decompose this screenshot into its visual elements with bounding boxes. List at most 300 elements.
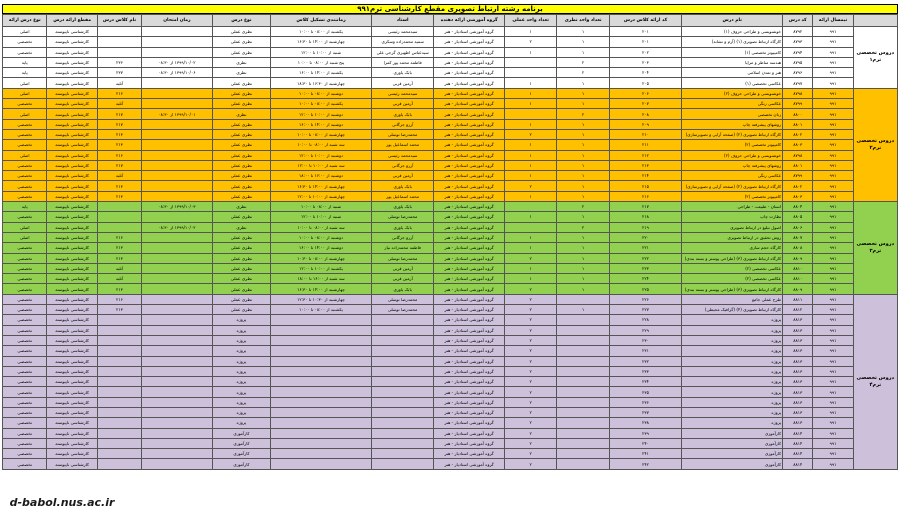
- table-row: [3, 212, 898, 222]
- table-cell: ۹۹۱: [813, 171, 853, 181]
- table-cell: گروه آموزشی استادیار - هنر: [434, 109, 505, 119]
- table-cell: کارشناسی ناپیوسته: [47, 438, 97, 448]
- table-cell: کارشناسی ناپیوسته: [47, 119, 97, 129]
- table-cell: محمدرضا توسلی: [371, 212, 433, 222]
- table-cell: ۹۹۱: [813, 356, 853, 366]
- table-cell: چهارشنبه از ۱۴:۰۰ تا ۱۶:۳۰: [271, 37, 372, 47]
- table-cell: ۲۲۰: [609, 232, 682, 242]
- table-cell: کارشناسی ناپیوسته: [47, 47, 97, 57]
- table-cell: تخصصی: [3, 366, 47, 376]
- table-cell: گروه آموزشی استادیار - هنر: [434, 37, 505, 47]
- table-cell: آتلیه: [97, 171, 141, 181]
- table-cell: ۲۰۳: [609, 57, 682, 67]
- table-row: [3, 222, 898, 232]
- table-row: [3, 27, 898, 37]
- table-cell: ۸۷۹۸: [783, 150, 813, 160]
- table-cell: ۲: [504, 397, 556, 407]
- table-cell: ۹۹۱: [813, 294, 853, 304]
- table-cell: ۲: [504, 449, 556, 459]
- table-cell: تخصصی: [3, 129, 47, 139]
- table-cell: گروه آموزشی استادیار - هنر: [434, 99, 505, 109]
- table-header-row: [3, 15, 898, 27]
- table-cell: [97, 449, 141, 459]
- table-cell: [271, 438, 372, 448]
- table-cell: ۲۲۲: [609, 253, 682, 263]
- table-cell: آرمین قربی: [371, 274, 433, 284]
- table-cell: آتلیه: [97, 99, 141, 109]
- table-row: [3, 377, 898, 387]
- table-cell: [557, 346, 609, 356]
- table-cell: [142, 346, 213, 356]
- table-cell: پروژه: [212, 325, 270, 335]
- table-cell: [142, 305, 213, 315]
- table-cell: ۹۹۱: [813, 57, 853, 67]
- table-cell: ۲۳۱: [609, 346, 682, 356]
- table-cell: [271, 377, 372, 387]
- table-cell: پایه: [3, 57, 47, 67]
- table-cell: ۲: [504, 387, 556, 397]
- table-cell: [142, 397, 213, 407]
- table-cell: [97, 397, 141, 407]
- table-cell: ۱: [557, 78, 609, 88]
- table-cell: [97, 335, 141, 345]
- group-label: دروس تخصصی ترم۴: [853, 294, 897, 469]
- table-cell: یکشنبه از ۱۰:۰۰ تا ۱۲:۰۰: [271, 263, 372, 273]
- table-cell: پروژه: [212, 315, 270, 325]
- table-cell: ۱: [557, 27, 609, 37]
- table-cell: ۹۹۱: [813, 27, 853, 37]
- table-cell: نظری عملی: [212, 274, 270, 284]
- table-cell: [142, 232, 213, 242]
- table-cell: نظری عملی: [212, 78, 270, 88]
- table-cell: ۱: [504, 150, 556, 160]
- table-cell: [271, 449, 372, 459]
- table-cell: پنج شنبه از ۰۸:۰۰ تا ۱۰:۰۰: [271, 57, 372, 67]
- table-cell: ۲۱۰: [609, 129, 682, 139]
- table-cell: تخصصی: [3, 212, 47, 222]
- table-cell: [271, 387, 372, 397]
- table-cell: نظری عملی: [212, 212, 270, 222]
- table-cell: عکاسی تخصصی (۲): [682, 274, 783, 284]
- table-cell: ۲: [504, 253, 556, 263]
- table-cell: ۸۸۱۳: [783, 418, 813, 428]
- table-cell: ۲۳۳: [609, 366, 682, 376]
- table-cell: [557, 418, 609, 428]
- table-cell: [142, 315, 213, 325]
- table-cell: دوشنبه از ۱۶:۰۰ تا ۱۸:۰۰: [271, 171, 372, 181]
- table-cell: آتلیه: [97, 263, 141, 273]
- table-cell: [97, 222, 141, 232]
- table-cell: ۱: [557, 191, 609, 201]
- table-cell: ۲: [557, 68, 609, 78]
- table-cell: [557, 438, 609, 448]
- table-cell: [371, 438, 433, 448]
- table-cell: ۱: [557, 232, 609, 242]
- table-cell: نظری عملی: [212, 88, 270, 98]
- table-cell: نظری: [212, 222, 270, 232]
- table-cell: پروژه: [682, 315, 783, 325]
- table-cell: ۸۷۹۶: [783, 68, 813, 78]
- table-cell: ۲: [504, 335, 556, 345]
- table-cell: پروژه: [682, 335, 783, 345]
- table-cell: کارشناسی ناپیوسته: [47, 274, 97, 284]
- column-header: نوع درس: [212, 15, 270, 27]
- table-cell: ۲۱۷: [97, 119, 141, 129]
- table-cell: ۹۹۱: [813, 346, 853, 356]
- table-cell: ۲۳۶: [609, 397, 682, 407]
- table-cell: آرمین قربی: [371, 171, 433, 181]
- column-header: گروه آموزشی ارائه دهنده: [434, 15, 505, 27]
- table-cell: [142, 191, 213, 201]
- table-cell: پروژه: [682, 346, 783, 356]
- table-cell: گروه آموزشی استادیار - هنر: [434, 387, 505, 397]
- table-cell: کارگاه ارتباط تصویری (۲) (صفحه آرایی و تصویرسازی): [682, 129, 783, 139]
- table-cell: [142, 263, 213, 273]
- table-cell: [371, 377, 433, 387]
- table-cell: ۲: [504, 294, 556, 304]
- table-cell: [371, 449, 433, 459]
- table-cell: تخصصی: [3, 377, 47, 387]
- table-cell: ۲۲۷: [609, 305, 682, 315]
- table-cell: [97, 407, 141, 417]
- table-cell: ۱: [557, 150, 609, 160]
- table-cell: تخصصی: [3, 284, 47, 294]
- table-cell: خوشنویسی و طراحی حروف (۱): [682, 27, 783, 37]
- table-cell: ۱: [504, 88, 556, 98]
- table-cell: نظری: [212, 202, 270, 212]
- table-row: [3, 325, 898, 335]
- table-row: [3, 37, 898, 47]
- table-cell: کارشناسی ناپیوسته: [47, 284, 97, 294]
- table-row: [3, 346, 898, 356]
- table-cell: ۹۹۱: [813, 202, 853, 212]
- table-cell: تخصصی: [3, 449, 47, 459]
- table-cell: [371, 407, 433, 417]
- table-cell: گروه آموزشی استادیار - هنر: [434, 418, 505, 428]
- table-cell: چهارشنبه از ۱۰:۳۰ تا ۱۲:۳۰: [271, 294, 372, 304]
- table-cell: کارشناسی ناپیوسته: [47, 27, 97, 37]
- table-cell: پروژه: [682, 356, 783, 366]
- table-cell: گروه آموزشی استادیار - هنر: [434, 335, 505, 345]
- table-cell: ۸۸۰۶: [783, 222, 813, 232]
- table-cell: ۸۸۰۸: [783, 243, 813, 253]
- table-cell: آرزو جرگانی: [371, 160, 433, 170]
- table-cell: تخصصی: [3, 387, 47, 397]
- table-cell: [557, 387, 609, 397]
- table-cell: ۲: [504, 37, 556, 47]
- table-cell: [142, 119, 213, 129]
- table-cell: [142, 47, 213, 57]
- table-cell: ۱: [504, 47, 556, 57]
- table-cell: ۲۱۶: [97, 150, 141, 160]
- table-cell: [557, 459, 609, 469]
- table-cell: ۱۳۹۹/۱۰/۰۲ از ۰۸:۳۰: [142, 57, 213, 67]
- table-cell: ۲۰۵: [609, 78, 682, 88]
- table-cell: ۱: [557, 160, 609, 170]
- table-cell: کارگاه ارتباط تصویری (۴) (گرافیک محیطی): [682, 305, 783, 315]
- table-cell: کارشناسی ناپیوسته: [47, 459, 97, 469]
- table-cell: پروژه: [682, 418, 783, 428]
- column-header: کد ارائه کلاس درس: [609, 15, 682, 27]
- table-cell: [142, 160, 213, 170]
- table-cell: ۹۹۱: [813, 181, 853, 191]
- table-cell: کارشناسی ناپیوسته: [47, 191, 97, 201]
- table-cell: نظری عملی: [212, 232, 270, 242]
- table-cell: نظری: [212, 68, 270, 78]
- table-row: [3, 397, 898, 407]
- table-row: [3, 140, 898, 150]
- table-cell: گروه آموزشی استادیار - هنر: [434, 202, 505, 212]
- table-cell: ۲۲۹: [609, 325, 682, 335]
- table-cell: ۹۹۱: [813, 284, 853, 294]
- table-cell: آتلیه: [97, 78, 141, 88]
- table-cell: کارشناسی ناپیوسته: [47, 212, 97, 222]
- table-cell: [271, 366, 372, 376]
- table-cell: فاطمه محمدزاده نیاز: [371, 243, 433, 253]
- column-header: زمان امتحان: [142, 15, 213, 27]
- table-cell: ۲۰۱: [609, 27, 682, 37]
- table-cell: کارشناسی ناپیوسته: [47, 263, 97, 273]
- table-cell: گروه آموزشی استادیار - هنر: [434, 232, 505, 242]
- table-cell: چهارشنبه از ۰۸:۰۰ تا ۱۰:۳۰: [271, 253, 372, 263]
- table-cell: تخصصی: [3, 294, 47, 304]
- table-row: [3, 356, 898, 366]
- table-cell: ۱: [504, 212, 556, 222]
- table-cell: ۸۸۱۴: [783, 449, 813, 459]
- table-cell: گروه آموزشی استادیار - هنر: [434, 181, 505, 191]
- table-cell: ۲۱۳: [97, 191, 141, 201]
- table-cell: ۱: [557, 88, 609, 98]
- table-cell: ۲۱۹: [609, 222, 682, 232]
- column-header: کد درس: [783, 15, 813, 27]
- table-cell: [371, 428, 433, 438]
- table-cell: گروه آموزشی استادیار - هنر: [434, 459, 505, 469]
- table-cell: گروه آموزشی استادیار - هنر: [434, 284, 505, 294]
- table-cell: نظری عملی: [212, 284, 270, 294]
- table-cell: [142, 78, 213, 88]
- table-cell: یکشنبه از ۰۸:۰۰ تا ۱۰:۰۰: [271, 99, 372, 109]
- table-cell: گروه آموزشی استادیار - هنر: [434, 325, 505, 335]
- table-cell: ۸۷۹۸: [783, 88, 813, 98]
- table-cell: [557, 449, 609, 459]
- table-cell: ۱: [557, 243, 609, 253]
- table-row: [3, 294, 898, 304]
- table-cell: [557, 356, 609, 366]
- table-cell: گروه آموزشی استادیار - هنر: [434, 129, 505, 139]
- table-cell: [371, 459, 433, 469]
- table-cell: ۲: [504, 438, 556, 448]
- table-cell: محمد اسماعیل پور: [371, 191, 433, 201]
- table-cell: [142, 27, 213, 37]
- table-cell: نظری عملی: [212, 129, 270, 139]
- table-cell: کارشناسی ناپیوسته: [47, 294, 97, 304]
- table-cell: کارشناسی ناپیوسته: [47, 57, 97, 67]
- table-cell: ۸۸۱۳: [783, 335, 813, 345]
- table-cell: بابک یاوری: [371, 222, 433, 232]
- table-cell: انسان - طبیعت - طراحی: [682, 202, 783, 212]
- table-cell: ۱: [504, 263, 556, 273]
- table-cell: ۱: [557, 47, 609, 57]
- table-cell: کارشناسی ناپیوسته: [47, 325, 97, 335]
- table-cell: کارشناسی ناپیوسته: [47, 78, 97, 88]
- table-row: [3, 263, 898, 273]
- table-cell: تخصصی: [3, 305, 47, 315]
- table-cell: ۹۹۱: [813, 150, 853, 160]
- table-cell: ۲۱۳: [609, 160, 682, 170]
- table-cell: ۲: [504, 315, 556, 325]
- table-cell: کامپیوتر تخصصی (۲): [682, 191, 783, 201]
- table-cell: گروه آموزشی استادیار - هنر: [434, 263, 505, 273]
- table-cell: طرح عملی جامع: [682, 294, 783, 304]
- table-cell: تخصصی: [3, 325, 47, 335]
- table-cell: کارشناسی ناپیوسته: [47, 428, 97, 438]
- table-cell: یکشنبه از ۱۴:۰۰ تا ۱۶:۰۰: [271, 68, 372, 78]
- table-cell: کارشناسی ناپیوسته: [47, 243, 97, 253]
- table-cell: آرمین قربی: [371, 99, 433, 109]
- table-cell: گروه آموزشی استادیار - هنر: [434, 191, 505, 201]
- table-cell: [142, 407, 213, 417]
- table-cell: کارگاه ارتباط تصویری (۳) (طراحی پوستر و بسته بندی): [682, 253, 783, 263]
- table-cell: ۹۹۱: [813, 315, 853, 325]
- table-cell: ۹۹۱: [813, 140, 853, 150]
- table-cell: ۸۸۰۰: [783, 109, 813, 119]
- table-row: [3, 418, 898, 428]
- table-row: [3, 459, 898, 469]
- table-cell: گروه آموزشی استادیار - هنر: [434, 212, 505, 222]
- table-cell: پروژه: [212, 397, 270, 407]
- table-cell: تخصصی: [3, 335, 47, 345]
- table-cell: ۲۱۳: [97, 305, 141, 315]
- table-cell: نظری عملی: [212, 294, 270, 304]
- table-cell: عکاسی تخصصی (۱): [682, 78, 783, 88]
- table-cell: گروه آموزشی استادیار - هنر: [434, 377, 505, 387]
- table-cell: پروژه: [212, 335, 270, 345]
- table-cell: [142, 274, 213, 284]
- table-cell: تخصصی: [3, 181, 47, 191]
- table-cell: [271, 418, 372, 428]
- table-cell: کارگاه ارتباط تصویری (۲) (صفحه آرایی و تصویرسازی): [682, 181, 783, 191]
- table-row: [3, 47, 898, 57]
- table-cell: آرمین قربی: [371, 263, 433, 273]
- table-cell: تخصصی: [3, 418, 47, 428]
- table-cell: ۱: [504, 160, 556, 170]
- table-cell: [97, 346, 141, 356]
- table-cell: ۹۹۱: [813, 88, 853, 98]
- table-cell: کارشناسی ناپیوسته: [47, 377, 97, 387]
- table-cell: هنر و تمدن اسلامی: [682, 68, 783, 78]
- table-cell: ۹۹۱: [813, 78, 853, 88]
- table-cell: تخصصی: [3, 47, 47, 57]
- table-cell: ۲۴۱: [609, 449, 682, 459]
- table-cell: ۲۳۸: [609, 418, 682, 428]
- table-cell: [97, 387, 141, 397]
- table-cell: ۱۳۹۹/۱۰/۰۱ از ۰۸:۳۰: [142, 109, 213, 119]
- table-cell: [142, 129, 213, 139]
- table-cell: کارشناسی ناپیوسته: [47, 232, 97, 242]
- table-cell: ۱: [504, 243, 556, 253]
- table-cell: گروه آموزشی استادیار - هنر: [434, 449, 505, 459]
- table-cell: نظری عملی: [212, 99, 270, 109]
- table-cell: ۲: [504, 181, 556, 191]
- table-cell: ۹۹۱: [813, 109, 853, 119]
- table-cell: محمدرضا توسلی: [371, 305, 433, 315]
- table-row: [3, 119, 898, 129]
- table-cell: [371, 325, 433, 335]
- table-cell: دوشنبه از ۰۸:۰۰ تا ۱۰:۰۰: [271, 232, 372, 242]
- table-cell: ۲۲۵: [609, 284, 682, 294]
- table-cell: دوشنبه از ۱۰:۰۰ تا ۱۲:۰۰: [271, 109, 372, 119]
- table-cell: گروه آموزشی استادیار - هنر: [434, 274, 505, 284]
- table-cell: کارشناسی ناپیوسته: [47, 140, 97, 150]
- table-cell: دوشنبه از ۰۸:۰۰ تا ۱۰:۰۰: [271, 88, 372, 98]
- schedule-table: [2, 14, 898, 470]
- table-cell: [97, 459, 141, 469]
- table-cell: تخصصی: [3, 263, 47, 273]
- table-cell: ۲: [504, 284, 556, 294]
- table-row: [3, 335, 898, 345]
- table-cell: کامپیوتر تخصصی (۲): [682, 140, 783, 150]
- table-cell: پایه: [3, 68, 47, 78]
- table-cell: [271, 335, 372, 345]
- table-cell: محمدرضا توسلی: [371, 294, 433, 304]
- table-cell: [371, 366, 433, 376]
- table-cell: سیدمحمد رئیسی: [371, 150, 433, 160]
- table-cell: سه شنبه از ۱۰:۰۰ تا ۱۲:۰۰: [271, 160, 372, 170]
- table-cell: ۹۹۱: [813, 377, 853, 387]
- table-cell: گروه آموزشی استادیار - هنر: [434, 315, 505, 325]
- table-cell: ۸۸۱۳: [783, 397, 813, 407]
- table-cell: [97, 418, 141, 428]
- table-cell: ۲۱۷: [97, 109, 141, 119]
- table-cell: ۱: [557, 129, 609, 139]
- table-cell: نظارت چاپ: [682, 212, 783, 222]
- table-cell: چهارشنبه از ۰۸:۰۰ تا ۱۰:۰۰: [271, 129, 372, 139]
- table-cell: ۱۳۹۹/۱۰/۰۲ از ۰۸:۳۰: [142, 222, 213, 232]
- table-cell: گروه آموزشی استادیار - هنر: [434, 57, 505, 67]
- table-cell: گروه آموزشی استادیار - هنر: [434, 366, 505, 376]
- table-cell: ۹۹۱: [813, 459, 853, 469]
- table-cell: ۲۴۰: [609, 438, 682, 448]
- table-cell: ۲۳۰: [609, 335, 682, 345]
- table-cell: ۲۳۴: [609, 377, 682, 387]
- table-cell: کارشناسی ناپیوسته: [47, 109, 97, 119]
- table-cell: [142, 171, 213, 181]
- table-row: [3, 150, 898, 160]
- table-cell: گروه آموزشی استادیار - هنر: [434, 438, 505, 448]
- table-cell: ۲۱۷: [609, 202, 682, 212]
- table-cell: گروه آموزشی استادیار - هنر: [434, 253, 505, 263]
- table-cell: گروه آموزشی استادیار - هنر: [434, 68, 505, 78]
- table-cell: ۱: [504, 191, 556, 201]
- table-cell: ۲: [504, 407, 556, 417]
- table-cell: تخصصی: [3, 191, 47, 201]
- table-cell: [504, 109, 556, 119]
- group-label: دروس تخصصی ترم۱: [853, 27, 897, 89]
- table-cell: نظری عملی: [212, 171, 270, 181]
- table-row: [3, 243, 898, 253]
- table-cell: ۹۹۱: [813, 428, 853, 438]
- table-cell: نظری عملی: [212, 253, 270, 263]
- table-cell: زبان تخصصی: [682, 109, 783, 119]
- table-cell: پروژه: [682, 366, 783, 376]
- table-cell: سه شنبه از ۰۸:۰۰ تا ۱۰:۰۰: [271, 140, 372, 150]
- table-cell: [97, 315, 141, 325]
- table-cell: ۸۸۰۲: [783, 181, 813, 191]
- table-cell: گروه آموزشی استادیار - هنر: [434, 346, 505, 356]
- column-header: تعداد واحد نظری: [557, 15, 609, 27]
- table-cell: [97, 212, 141, 222]
- table-cell: نظری: [212, 57, 270, 67]
